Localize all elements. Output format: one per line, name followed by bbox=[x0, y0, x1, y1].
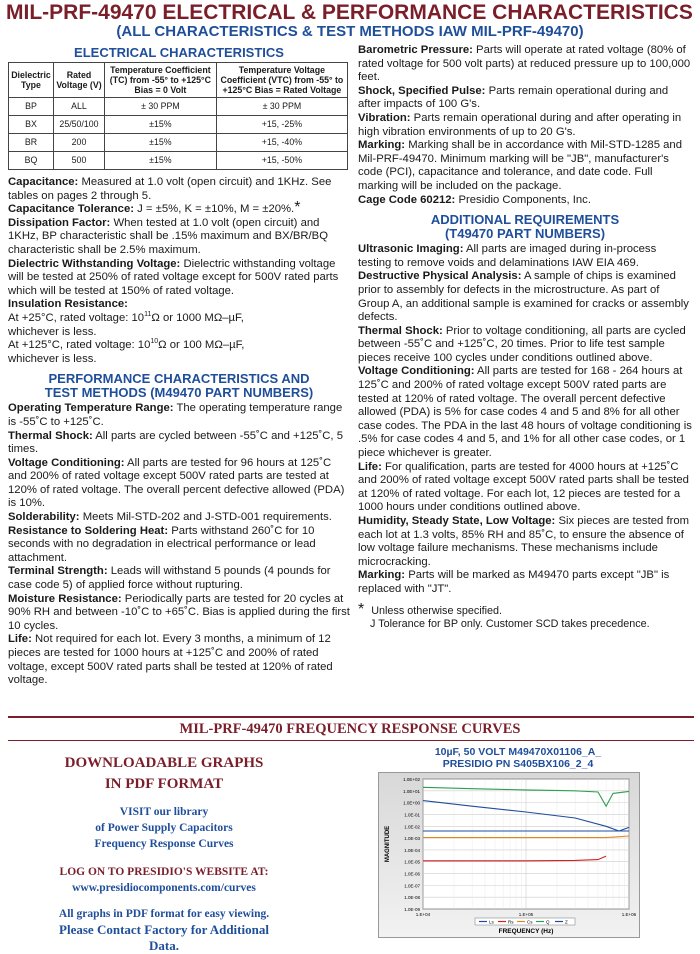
additional-item-label: Marking: bbox=[358, 569, 406, 582]
table-cell: ±15% bbox=[105, 134, 217, 152]
download-heading-2: IN PDF FORMAT bbox=[104, 776, 224, 792]
footnote-line-1: Unless otherwise specified. bbox=[371, 604, 503, 617]
y-tick-label: 1.0E-08 bbox=[404, 895, 420, 901]
visit-line-3: Frequency Response Curves bbox=[94, 838, 234, 850]
additional-item bbox=[358, 461, 692, 515]
capacitance-label: Capacitance: bbox=[8, 176, 79, 188]
y-tick-label: 1.0E-03 bbox=[404, 836, 420, 842]
ir-line2 bbox=[8, 339, 350, 353]
additional-item-text: A sample of chips is examined prior to assembly for defects in the microstructure. As part of Group A, an additional sample is examined for cracks or assembly defects. bbox=[358, 270, 689, 324]
ir-label: Insulation Resistance: bbox=[8, 298, 128, 311]
table-cell: ± 30 PPM bbox=[105, 98, 217, 116]
additional-item-label: Life: bbox=[358, 460, 382, 473]
dwv-para bbox=[8, 258, 350, 299]
footnote bbox=[358, 600, 692, 632]
table-cell: BP bbox=[9, 98, 54, 116]
table-row bbox=[9, 116, 348, 134]
ir-line2c: whichever is less. bbox=[8, 352, 97, 365]
table-header-cell: Temperature Coefficient (TC) from -55° to +125°C Bias = 0 Volt bbox=[105, 63, 217, 98]
website-link[interactable]: www.presidiocomponents.com/curves bbox=[72, 882, 256, 894]
performance-item-label: Moisture Resistance: bbox=[8, 592, 122, 605]
additional-item-text: For qualification, parts are tested for 4000 hours at +125˚C and 200% of rated voltage except 500V rated parts shall be tested at 120% of rated voltage. For each lot, 12 pieces are tested for a 1000 hours under conditions outlined above. bbox=[358, 460, 689, 514]
performance-item bbox=[8, 430, 350, 457]
additional-item-text: Six pieces are tested from each lot at 1.3 volts, 85% RH and 85˚C, to ensure the absence of low voltage failure mechanisms. These mechanisms include microcracking. bbox=[358, 515, 690, 568]
additional-item bbox=[358, 365, 692, 460]
performance-item-text: Parts withstand 260˚C for 10 seconds with no degradation in electrical performance or lead attachment. bbox=[8, 524, 316, 564]
table-cell: ± 30 PPM bbox=[216, 98, 347, 116]
performance-item-label: Resistance to Soldering Heat: bbox=[8, 524, 169, 537]
performance-item bbox=[8, 457, 350, 511]
performance-item-text: All parts are tested for 96 hours at 125˚C and 200% of rated voltage except 500V rated parts are tested at 120% of rated voltage. The overall percent defective allowed (PDA) is 10%. bbox=[8, 456, 345, 510]
performance-item-label: Thermal Shock: bbox=[8, 429, 93, 442]
y-tick-label: 1.0E+00 bbox=[403, 800, 420, 806]
tolerance-para bbox=[8, 199, 350, 217]
legend-label: Ls bbox=[489, 919, 494, 925]
dwv-text: Dielectric withstanding voltage will be tested at 250% of rated voltage except for 500V rated parts which will be tested at 150% of rated voltage. bbox=[8, 257, 339, 297]
spec-item bbox=[358, 85, 692, 112]
table-cell: +15, -50% bbox=[216, 152, 347, 170]
table-cell: ±15% bbox=[105, 116, 217, 134]
frequency-heading: MIL-PRF-49470 FREQUENCY RESPONSE CURVES bbox=[179, 721, 521, 737]
additional-item bbox=[358, 243, 692, 270]
additional-heading-1: ADDITIONAL REQUIREMENTS bbox=[430, 212, 620, 228]
y-tick-label: 1.0E-01 bbox=[404, 812, 420, 818]
y-tick-label: 1.0E-09 bbox=[404, 907, 420, 912]
table-row bbox=[9, 98, 348, 116]
dissipation-label: Dissipation Factor: bbox=[8, 216, 111, 229]
ir-text: Ω or 100 MΩ–µF, bbox=[158, 339, 245, 352]
page-title: MIL-PRF-49470 ELECTRICAL & PERFORMANCE CHARACTERISTICS bbox=[6, 1, 693, 24]
divider-top bbox=[8, 716, 694, 718]
graph-title-2: PRESIDIO PN S405BX106_2_4 bbox=[442, 758, 594, 770]
performance-item-text: The operating temperature range is -55˚C to +125˚C. bbox=[8, 402, 343, 428]
dwv-label: Dielectric Withstanding Voltage: bbox=[8, 257, 181, 270]
footnote-star: * bbox=[358, 600, 365, 618]
y-tick-label: 1.0E-04 bbox=[404, 847, 420, 853]
additional-item bbox=[358, 569, 692, 596]
visit-line-1: VISIT our library bbox=[119, 806, 209, 818]
table-header-cell: Dielectric Type bbox=[9, 63, 54, 98]
table-cell: 200 bbox=[54, 134, 105, 152]
performance-heading-2: TEST METHODS (M49470 PART NUMBERS) bbox=[44, 385, 314, 401]
performance-heading-1: PERFORMANCE CHARACTERISTICS AND bbox=[48, 371, 310, 387]
spec-item-label: Marking: bbox=[358, 139, 406, 152]
x-tick-label: 1.E+05 bbox=[518, 912, 534, 917]
spec-item-text: Parts will operate at rated voltage (80% of rated voltage for 500 volt parts) at reduced pressure up to 100,000 feet. bbox=[358, 44, 691, 84]
additional-item-label: Thermal Shock: bbox=[358, 324, 443, 337]
divider-bottom bbox=[8, 740, 694, 741]
spec-item-label: Cage Code 60212: bbox=[358, 193, 456, 206]
spec-item bbox=[358, 194, 692, 208]
performance-item-text: Meets Mil-STD-202 and J-STD-001 requirements. bbox=[79, 511, 332, 524]
additional-item-label: Voltage Conditioning: bbox=[358, 365, 475, 378]
table-cell: BR bbox=[9, 134, 54, 152]
performance-item-text: Leads will withstand 5 pounds (4 pounds for case code 5) of applied force without rupturing. bbox=[8, 565, 331, 592]
performance-item-text: Periodically parts are tested for 20 cycles at 90% RH and between -10˚C to +65˚C. Bias is applied during the first 10 cycles. bbox=[8, 592, 350, 632]
performance-item bbox=[8, 565, 350, 592]
spec-item bbox=[358, 44, 692, 85]
ir-para bbox=[8, 298, 350, 312]
performance-item bbox=[8, 402, 350, 429]
graph-title bbox=[378, 746, 658, 770]
spec-item-text: Presidio Components, Inc. bbox=[455, 193, 591, 206]
table-header-cell: Temperature Voltage Coefficient (VTC) from -55° to +125°C Bias = Rated Voltage bbox=[216, 63, 347, 98]
table-cell: +15, -40% bbox=[216, 134, 347, 152]
spec-item-text: Parts remain operational during and after impacts of 100 G's. bbox=[358, 84, 669, 111]
right-top-list bbox=[358, 44, 692, 207]
performance-item bbox=[8, 633, 350, 687]
additional-item-text: Prior to voltage conditioning, all parts are cycled between -55˚C and +125˚C, 20 times. Prior to life test sample pieces receive 100 cycles under conditions outlined above. bbox=[358, 324, 686, 364]
performance-item bbox=[8, 525, 350, 566]
additional-item-label: Destructive Physical Analysis: bbox=[358, 270, 522, 283]
electrical-heading: ELECTRICAL CHARACTERISTICS bbox=[74, 45, 284, 60]
performance-list bbox=[8, 402, 350, 687]
table-cell: 25/50/100 bbox=[54, 116, 105, 134]
table-cell: BX bbox=[9, 116, 54, 134]
capacitance-text: Measured at 1.0 volt (open circuit) and 1KHz. See tables on pages 2 through 5. bbox=[8, 176, 332, 202]
spec-item-label: Vibration: bbox=[358, 111, 411, 124]
performance-item bbox=[8, 593, 350, 634]
table-cell: ±15% bbox=[105, 152, 217, 170]
table-header-cell: Rated Voltage (V) bbox=[54, 63, 105, 98]
right-column bbox=[358, 44, 692, 632]
performance-item-label: Life: bbox=[8, 633, 32, 646]
tolerance-label: Capacitance Tolerance: bbox=[8, 203, 134, 216]
additional-item bbox=[358, 515, 692, 569]
spec-item-label: Barometric Pressure: bbox=[358, 44, 473, 56]
table-cell: BQ bbox=[9, 152, 54, 170]
table-cell: 500 bbox=[54, 152, 105, 170]
additional-item-label: Humidity, Steady State, Low Voltage: bbox=[358, 515, 556, 527]
logon-text: LOG ON TO PRESIDIO'S WEBSITE AT: bbox=[59, 866, 269, 878]
ir-line1 bbox=[8, 312, 350, 326]
spec-item-label: Shock, Specified Pulse: bbox=[358, 84, 486, 97]
performance-item-text: All parts are cycled between -55˚C and +125˚C, 5 times. bbox=[8, 429, 343, 456]
download-block bbox=[44, 752, 284, 954]
contact-note: Please Contact Factory for Additional Data. bbox=[59, 922, 269, 953]
footnote-star: * bbox=[294, 199, 301, 217]
ir-exponent: 10 bbox=[150, 338, 159, 346]
x-tick-label: 1.E+04 bbox=[415, 912, 431, 917]
additional-item bbox=[358, 270, 692, 324]
additional-item bbox=[358, 325, 692, 366]
additional-item-text: All parts are imaged during in-process testing to remove voids and delaminations IAW EIA 469. bbox=[358, 243, 657, 269]
performance-item-label: Solderability: bbox=[8, 511, 80, 524]
download-heading-1: DOWNLOADABLE GRAPHS bbox=[64, 755, 264, 771]
performance-item-text: Not required for each lot. Every 3 months, a minimum of 12 pieces are tested for 1000 hours at +125˚C and 200% of rated voltage, except 500V rated parts shall be tested at 120% of rated voltage. bbox=[8, 633, 333, 687]
footnote-line-2: J Tolerance for BP only. Customer SCD takes precedence. bbox=[370, 618, 650, 631]
table-row bbox=[9, 152, 348, 170]
frequency-chart bbox=[379, 773, 639, 937]
y-tick-label: 1.0E+02 bbox=[403, 777, 420, 782]
y-tick-label: 1.0E-05 bbox=[404, 859, 420, 865]
frequency-graph bbox=[378, 772, 640, 938]
x-axis-label: FREQUENCY (Hz) bbox=[498, 928, 554, 935]
table-row bbox=[9, 134, 348, 152]
y-tick-label: 1.0E-02 bbox=[404, 824, 420, 830]
y-tick-label: 1.0E+01 bbox=[403, 788, 420, 794]
performance-item-label: Terminal Strength: bbox=[8, 565, 108, 578]
ir-text: Ω or 1000 MΩ–µF, bbox=[151, 311, 244, 324]
dissipation-text: When tested at 1.0 volt (open circuit) and 1KHz, BP characteristic shall be .15% maximum and BX/BR/BQ characteristic shall be 2.5% maximum. bbox=[8, 216, 328, 256]
legend-label: Rs bbox=[508, 919, 514, 925]
performance-item bbox=[8, 511, 350, 525]
visit-line-2: of Power Supply Capacitors bbox=[95, 822, 233, 834]
legend-label: Z bbox=[565, 919, 568, 925]
y-axis-label: MAGNITUDE bbox=[385, 825, 391, 863]
page-subtitle: (ALL CHARACTERISTICS & TEST METHODS IAW MIL-PRF-49470) bbox=[116, 23, 584, 40]
additional-heading-2: (T49470 PART NUMBERS) bbox=[444, 226, 606, 242]
pdf-note: All graphs in PDF format for easy viewing. bbox=[58, 908, 270, 920]
additional-item-label: Ultrasonic Imaging: bbox=[358, 243, 464, 256]
electrical-table bbox=[8, 62, 348, 170]
y-tick-label: 1.0E-06 bbox=[404, 871, 420, 877]
additional-item-text: All parts are tested for 168 - 264 hours at 125˚C and 200% of rated voltage except 500V rated parts are tested at 120% of rated voltage. The overall percent defective allowed (PDA) is 5% for case codes 4 and 5 and 8% for all other case codes. The PDA in the last 48 hours of voltage conditioning is .5% for case codes 4 and 5, and 1% for all other case codes, or 1 piece whichever is greater. bbox=[358, 365, 692, 460]
performance-item-label: Voltage Conditioning: bbox=[8, 456, 125, 469]
tolerance-text: J = ±5%, K = ±10%, M = ±20%. bbox=[134, 203, 295, 216]
x-tick-label: 1.E+06 bbox=[621, 912, 637, 917]
y-tick-label: 1.0E-07 bbox=[404, 883, 420, 889]
spec-item bbox=[358, 112, 692, 139]
additional-list bbox=[358, 243, 692, 596]
ir-text: At +25°C, rated voltage: 10 bbox=[8, 311, 145, 324]
ir-exponent: 11 bbox=[144, 311, 152, 319]
spec-item bbox=[358, 139, 692, 193]
left-column bbox=[8, 44, 350, 688]
ir-line1c: whichever is less. bbox=[8, 325, 97, 338]
spec-item-text: Parts remain operational during and after operating in high vibration environments of up to 20 G's. bbox=[358, 111, 682, 138]
ir-text: At +125°C, rated voltage: 10 bbox=[8, 339, 151, 352]
additional-item-text: Parts will be marked as M49470 parts except "JB" is replaced with "JT". bbox=[358, 569, 670, 595]
dissipation-para bbox=[8, 217, 350, 258]
legend-label: Q bbox=[546, 919, 550, 925]
table-header-row bbox=[9, 63, 348, 98]
legend-label: Cs bbox=[527, 919, 533, 925]
table-cell: ALL bbox=[54, 98, 105, 116]
table-cell: +15, -25% bbox=[216, 116, 347, 134]
graph-title-1: 10µF, 50 VOLT M49470X01106_A_ bbox=[434, 746, 602, 758]
performance-item-label: Operating Temperature Range: bbox=[8, 402, 174, 415]
spec-item-text: Marking shall be in accordance with Mil-STD-1285 and Mil-PRF-49470. Minimum marking will be "JB", manufacturer's code (PCI), capacitance and tolerance, and date code. Full marking will be included on the package. bbox=[358, 139, 682, 192]
